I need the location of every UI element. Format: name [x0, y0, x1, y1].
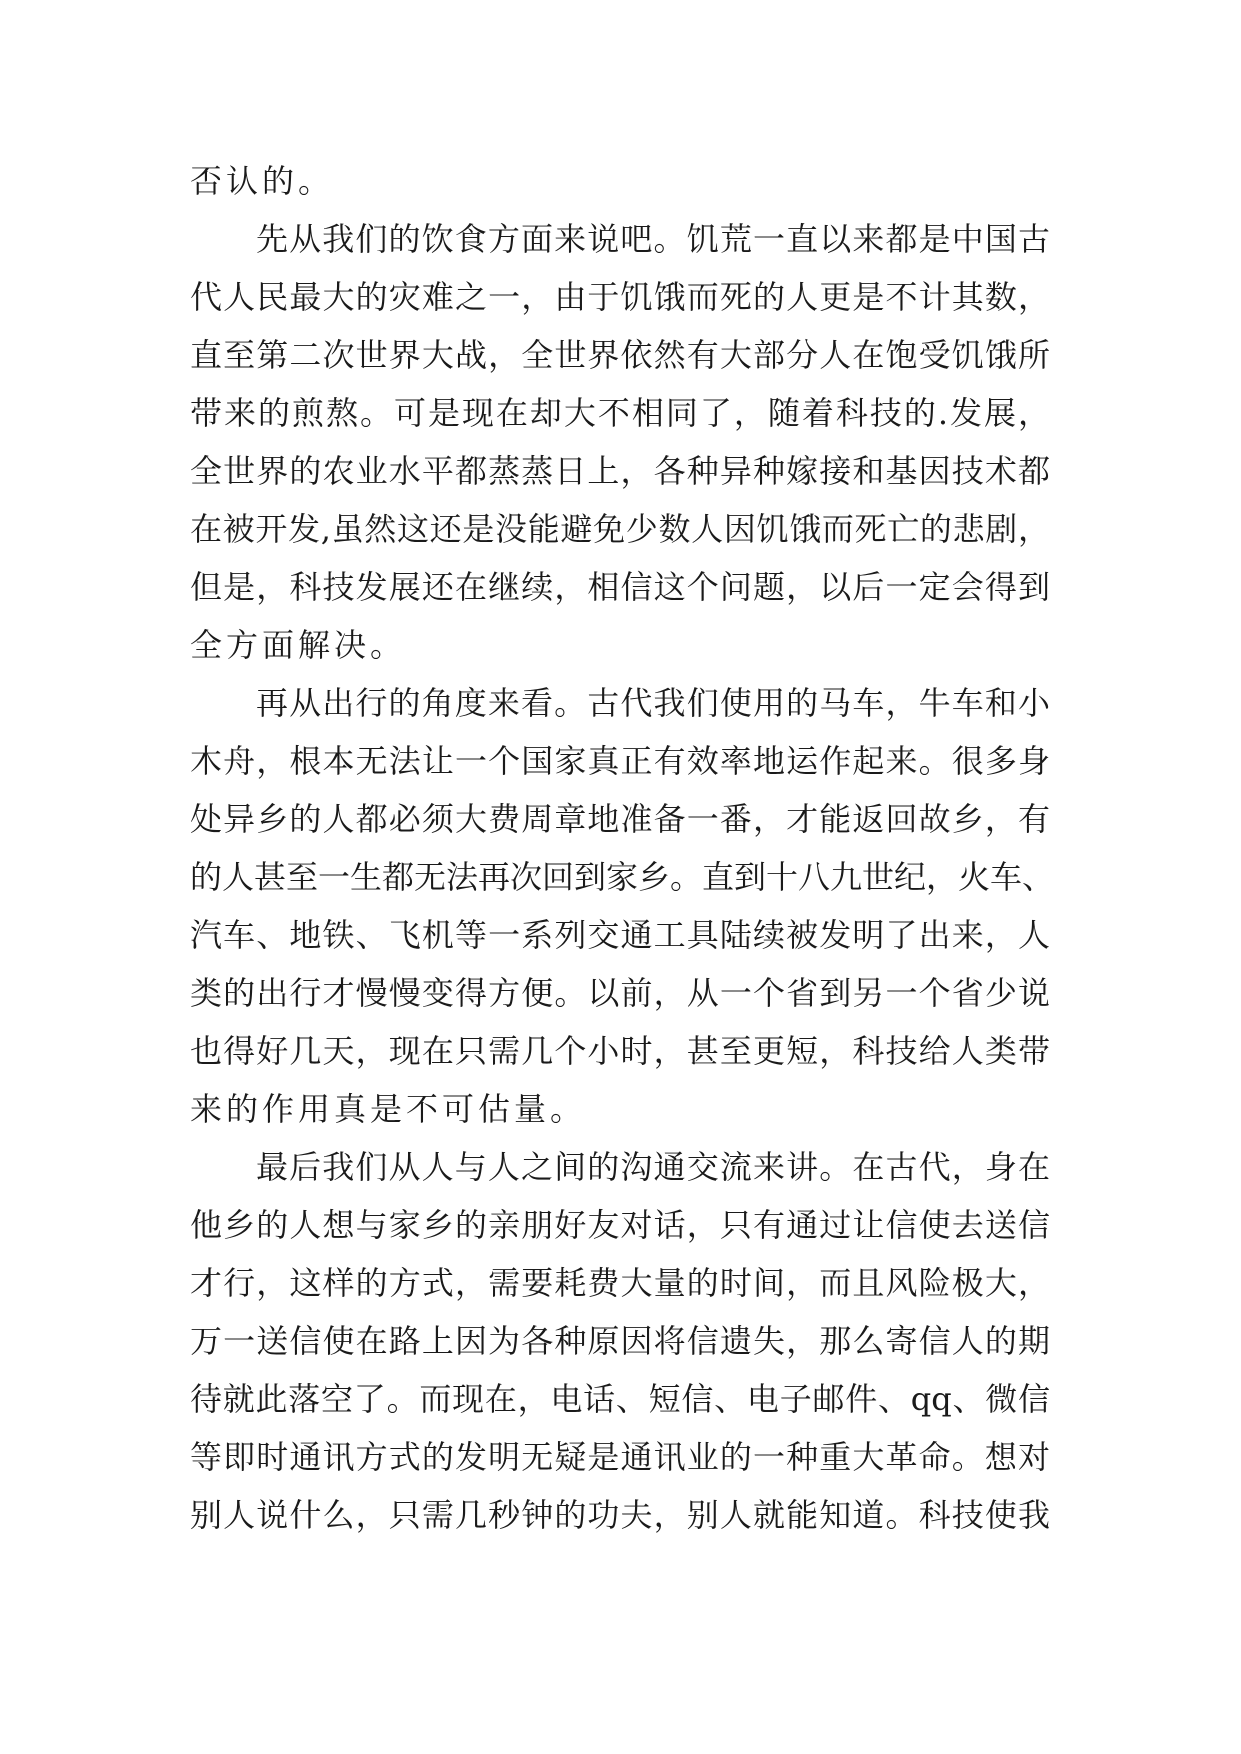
text-line: 类的出行才慢慢变得方便。以前，从一个省到另一个省少说	[190, 974, 1050, 1012]
text-line: 带来的煎熬。可是现在却大不相同了，随着科技的.发展，	[190, 394, 1050, 432]
text-line: 他乡的人想与家乡的亲朋好友对话，只有通过让信使去送信	[190, 1206, 1050, 1244]
text-line: 但是，科技发展还在继续，相信这个问题，以后一定会得到	[190, 568, 1050, 606]
text-line: 代人民最大的灾难之一，由于饥饿而死的人更是不计其数，	[190, 278, 1050, 316]
text-line-paragraph-start: 最后我们从人与人之间的沟通交流来讲。在古代，身在	[256, 1148, 1050, 1186]
text-line: 在被开发,虽然这还是没能避免少数人因饥饿而死亡的悲剧，	[190, 510, 1050, 548]
text-line: 别人说什么，只需几秒钟的功夫，别人就能知道。科技使我	[190, 1496, 1050, 1534]
text-line: 待就此落空了。而现在，电话、短信、电子邮件、qq、微信	[190, 1380, 1050, 1418]
text-line: 汽车、地铁、飞机等一系列交通工具陆续被发明了出来，人	[190, 916, 1050, 954]
text-line-paragraph-end: 否认的。	[190, 162, 335, 200]
text-line: 的人甚至一生都无法再次回到家乡。直到十八九世纪，火车、	[190, 858, 1055, 896]
text-line-paragraph-end: 全方面解决。	[190, 626, 407, 664]
text-line: 木舟，根本无法让一个国家真正有效率地运作起来。很多身	[190, 742, 1050, 780]
text-line: 等即时通讯方式的发明无疑是通讯业的一种重大革命。想对	[190, 1438, 1050, 1476]
text-line: 也得好几天，现在只需几个小时，甚至更短，科技给人类带	[190, 1032, 1050, 1070]
text-line-paragraph-start: 先从我们的饮食方面来说吧。饥荒一直以来都是中国古	[256, 220, 1050, 258]
text-line: 才行，这样的方式，需要耗费大量的时间，而且风险极大，	[190, 1264, 1050, 1302]
text-line: 万一送信使在路上因为各种原因将信遗失，那么寄信人的期	[190, 1322, 1050, 1360]
text-line-paragraph-end: 来的作用真是不可估量。	[190, 1090, 587, 1128]
text-line: 全世界的农业水平都蒸蒸日上，各种异种嫁接和基因技术都	[190, 452, 1050, 490]
text-line: 处异乡的人都必须大费周章地准备一番，才能返回故乡，有	[190, 800, 1050, 838]
body-text	[190, 152, 1055, 1544]
text-line-paragraph-start: 再从出行的角度来看。古代我们使用的马车，牛车和小	[256, 684, 1050, 722]
text-line: 直至第二次世界大战，全世界依然有大部分人在饱受饥饿所	[190, 336, 1050, 374]
